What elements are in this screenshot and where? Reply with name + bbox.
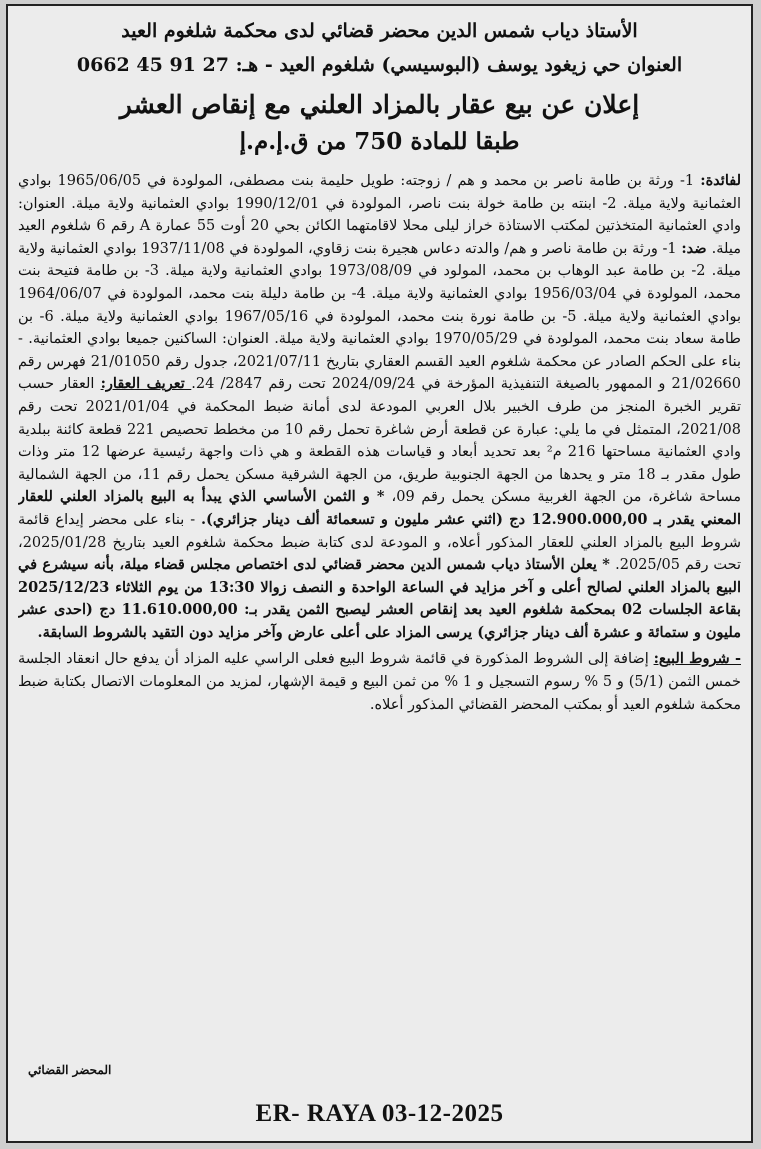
property-description-text: العقار حسب تقرير الخبرة المنجز من طرف الخبير بلال العربي المودعة لدى أمانة ضبط المحكمة في 2021/01/04 تحت رقم 2021/08، المتمثل في ما يلي: عبارة عن قطعة أرض شاغرة تحمل رقم 10 من مخطط تحصيص 221 قطعة كائنة ببلدية وادي العثمانية مساحتها 216 م² بعد تحديد أبعاد و قياسات هذه القطعة و هي ذات واجهة رئيسية عرضها 12 متر وذات طول مقدر بـ 18 متر و يحدها من الجهة الجنوبية طريق، من الجهة الشرقية مسكن يحمل رقم 11، من الجهة الشمالية مساحة شاغرة، من الجهة الغربية مسكن يحمل رقم 09، [18,376,741,506]
notice-body [18,170,741,1030]
deposit-text: - بناء على محضر إيداع قائمة شروط البيع بالمزاد العلني للعقار المذكور أعلاه، و المودعة لدى كتابة ضبط محكمة شلغوم العيد بتاريخ 2025/01/28، تحت رقم 2025/05. [18,511,741,574]
notice-subtitle: طبقا للمادة 750 من ق.إ.م.إ [239,128,520,155]
auction-announcement-text: * يعلن الأستاذ دياب شمس الدين محضر قضائي لدى اختصاص مجلس قضاء ميلة، بأنه سيشرع في البيع بالمزاد العلني لصالح أعلى و آخر مزايد في الساعة الواحدة و النصف زوالا 13:30 من يوم الثلاثاء 2025/12/23 بقاعة الجلسات 02 بمحكمة شلغوم العيد بعد إنقاص العشر ليصبح الثمن يقدر بـ: 11.610.000,00 دج (احدى عشر مليون و ستمائة و عشرة ألف دينار جزائري) يرسى المزاد على أعلى عارض وآخر مزايد دون التقيد بالشروط السابقة. [18,556,741,641]
newspaper-footer: ER- RAYA 03-12-2025 [255,1100,504,1127]
address-line: العنوان حي زيغود يوسف (البوسيسي) شلغوم العيد - هـ: 27 91 45 0662 [76,54,683,76]
against-label: ضد: [681,239,712,257]
defendants-text: 1- ورثة بن طامة ناصر و هم/ والدته دعاس هجيرة بنت زقاوي، المولودة في 1937/11/08 بوادي العثمانية ولاية ميلة. 2- بن طامة عبد الوهاب بن محمد، المولود في 1973/08/09 بوادي العثمانية ولاية ميلة. 3- بن طامة فتيحة بنت محمد، المولودة في 1956/03/04 بوادي العثمانية ولاية ميلة. 4- بن طامة دليلة بنت محمد، المولودة في 1964/06/07 بوادي العثمانية ولاية ميلة. 5- بن طامة نورة بنت محمد، المولودة في 1967/05/16 بوادي العثمانية ولاية ميلة. 6- بن طامة سعاد بنت محمد، المولودة في 1970/05/29 بوادي العثمانية ولاية ميلة. العنوان: الساكنين جميعا بوادي العثمانية. - بناء على الحكم الصادر عن محكمة شلغوم العيد القسم العقاري بتاريخ 2021/07/11، جدول رقم 21/01050 فهرس رقم 21/02660 و الممهور بالصيغة التنفيذية المؤرخة في 2024/09/24 تحت رقم 2847/ 24. [18,240,741,393]
notice-paragraph-main [18,170,741,644]
notice-paragraph-conditions [18,648,741,716]
beneficiary-label: لفائدة: [700,172,741,189]
property-definition-label: تعريف العقار: [100,375,192,393]
notice-title: إعلان عن بيع عقار بالمزاد العلني مع إنقاص العشر [119,90,640,119]
legal-notice [6,4,753,1143]
sale-conditions-label: - شروط البيع: [653,650,741,668]
beneficiary-text: 1- ورثة بن طامة ناصر بن محمد و هم / زوجته: طويل حليمة بنت مصطفى، المولودة في 1965/06/05 بوادي العثمانية ولاية ميلة. 2- ابنته بن طامة خولة بنت ناصر، المولودة في 1990/12/01 بوادي العثمانية ولاية ميلة. العنوان: وادي العثمانية المتخذتين لمكتب الاستاذة خراز ليلى محلا لاقامتهما الكائن بحي 20 أوت 55 عمارة A رقم 6 شلغوم العيد ميلة. [18,173,741,257]
sale-conditions-text: إضافة إلى الشروط المذكورة في قائمة شروط البيع فعلى الراسي عليه المزاد أن يدفع حال انعقاد الجلسة خمس الثمن (5/1) و 5 % رسوم التسجيل و 1 % من ثمن البيع و قيمة الإشهار، لمزيد من المعلومات الاتصال بكتابة ضبط محكمة شلغوم العيد أو بمكتب المحضر القضائي المذكور أعلاه. [18,651,741,713]
signature-label: المحضر القضائي [28,1063,112,1077]
base-price-text: * و الثمن الأساسي الذي يبدأ به البيع بالمزاد العلني للعقار المعني يقدر بـ 12.900.000,00 دج (اثني عشر مليون و تسعمائة ألف دينار جزائري). [18,488,741,528]
bailiff-name-line: الأستاذ دياب شمس الدين محضر قضائي لدى محكمة شلغوم العيد [121,20,638,42]
